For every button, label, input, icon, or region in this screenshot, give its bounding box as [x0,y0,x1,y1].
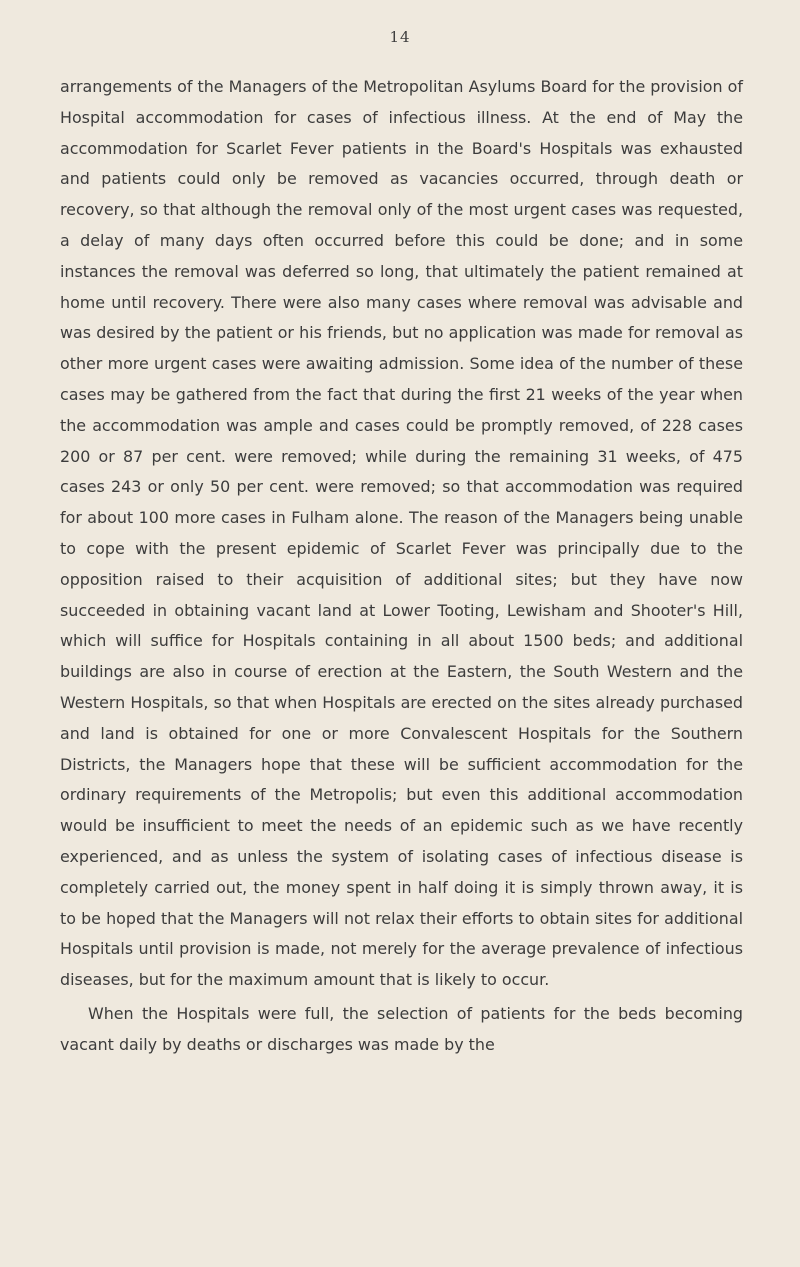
paragraph-2: When the Hospitals were full, the selection of patients for the beds becoming vacant daily by deaths or discharges was made by the [60,1003,743,1054]
paragraph-1: arrangements of the Managers of the Metropolitan Asylums Board for the provision of Hospital accommodation for cases of infectious illness. At the end of May the accommodation for Scarlet Fever patients in the Board's Hospitals was exhausted and patients could only be removed as vacancies occurred, through death or recovery, so that although the removal only of the most urgent cases was requested, a delay of many days often occurred before this could be done; and in some instances the removal was deferred so long, that ultimately the patient remained at home until recovery. There were also many cases where removal was advisable and was desired by the patient or his friends, but no application was made for removal as other more urgent cases were awaiting admission. Some idea of the number of these cases may be gathered from the fact that during the first 21 weeks of the year when the accommodation was ample and cases could be promptly removed, of 228 cases 200 or 87 per cent. were removed; while during the remaining 31 weeks, of 475 cases 243 or only 50 per cent. were removed; so that accommodation was required for about 100 more cases in Fulham alone. The reason of the Managers being unable to cope with the present epidemic of Scarlet Fever was principally due to the opposition raised to their acquisition of additional sites; but they have now succeeded in obtaining vacant land at Lower Tooting, Lewisham and Shooter's Hill, which will suffice for Hospitals containing in all about 1500 beds; and additional buildings are also in course of erection at the Eastern, the South Western and the Western Hospitals, so that when Hospitals are erected on the sites already purchased and land is obtained for one or more Convalescent Hospitals for the Southern Districts, the Managers hope that these will be sufficient accommodation for the ordinary requirements of the Metropolis; but even this additional accommodation would be insufficient to meet the needs of an epidemic such as we have recently experienced, and as unless the system of isolating cases of infectious disease is completely carried out, the money spent in half doing it is simply thrown away, it is to be hoped that the Managers will not relax their efforts to obtain sites for additional Hospitals until provision is made, not merely for the average prevalence of infectious diseases, but for the maximum amount that is likely to occur. [60,77,743,990]
page-number: 14 [389,28,411,46]
body-text [60,72,743,1061]
